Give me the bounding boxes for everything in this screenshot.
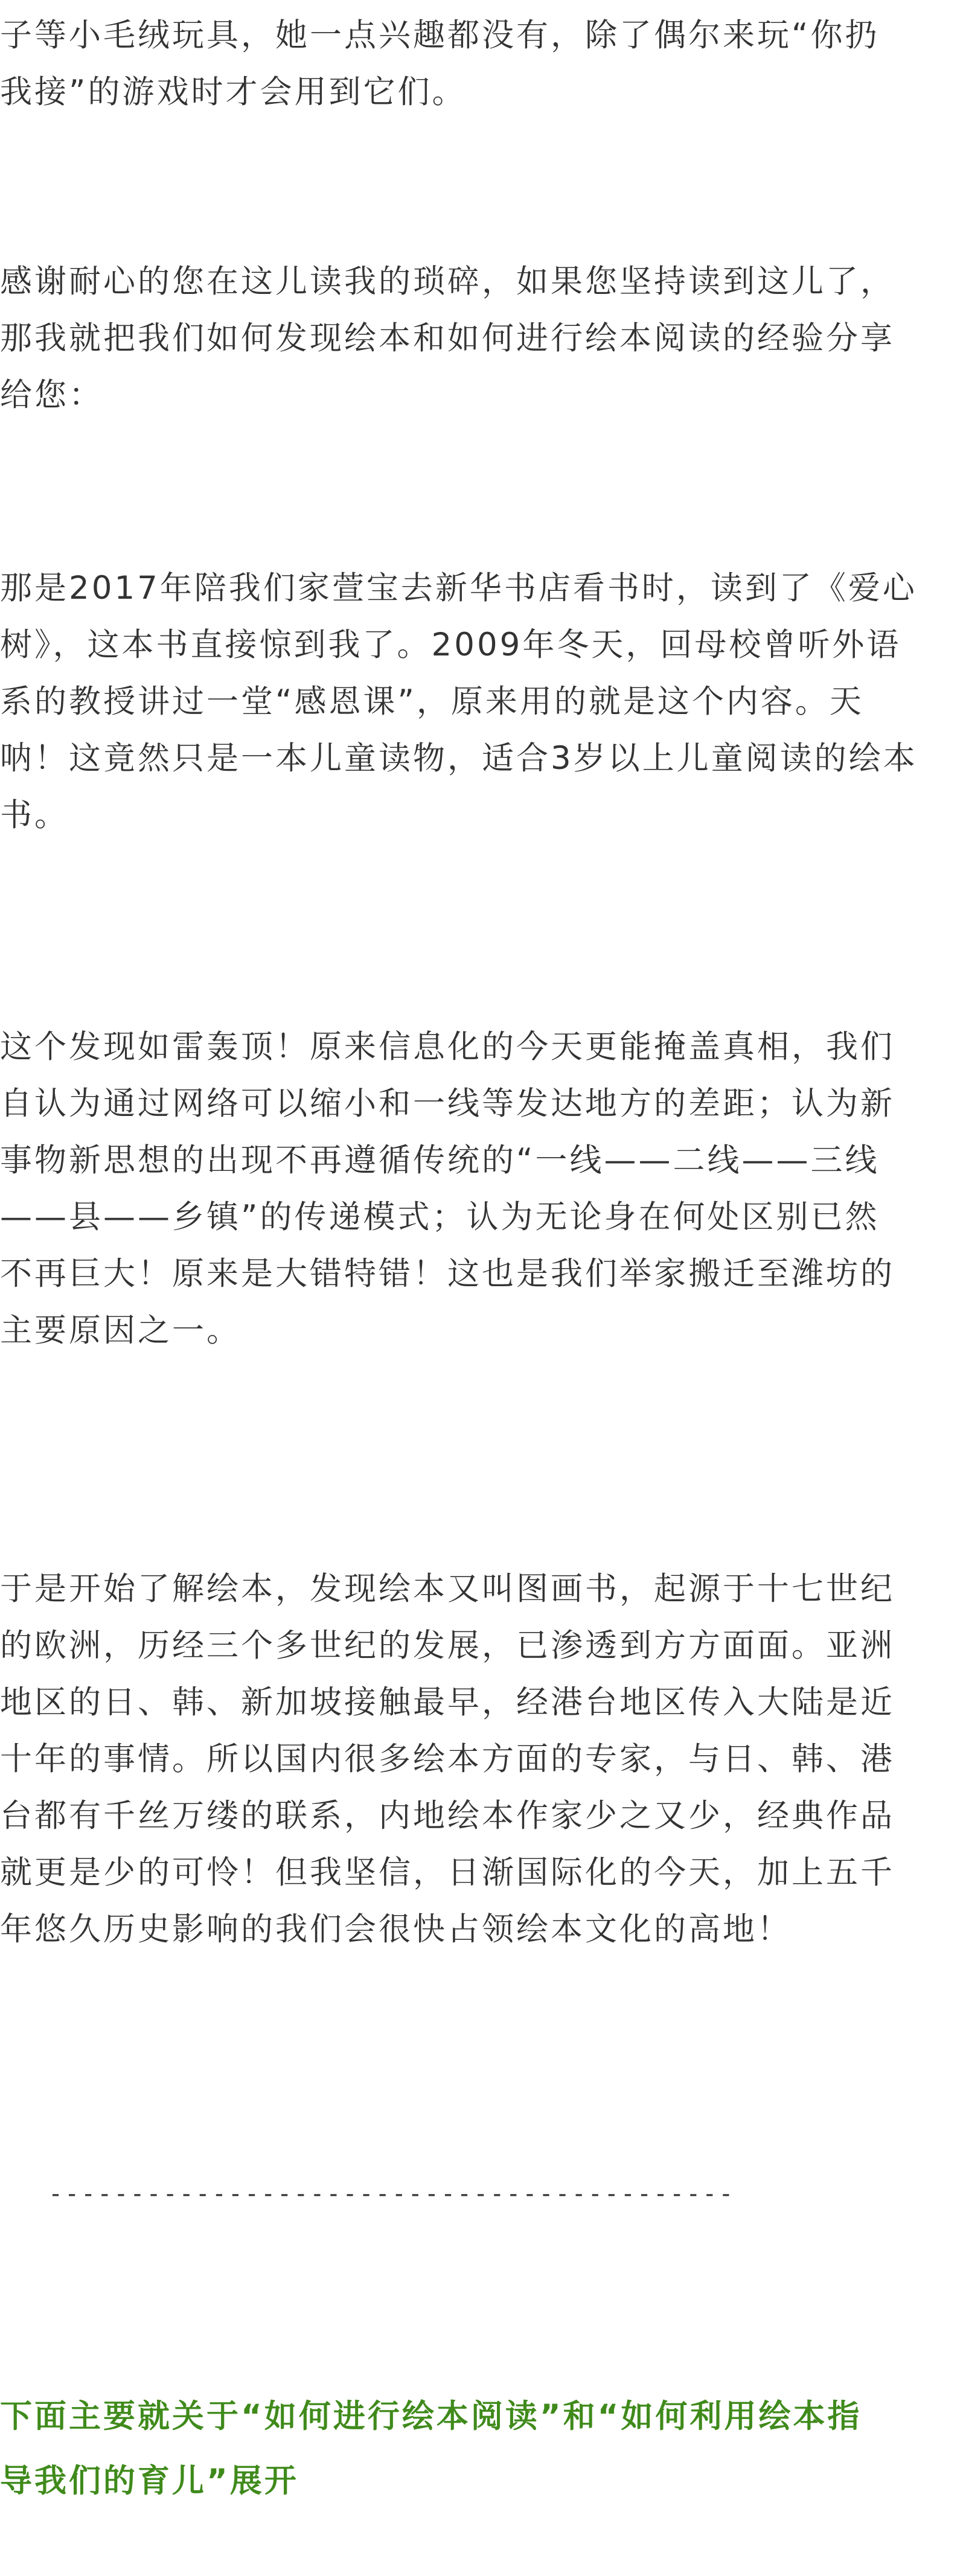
paragraph-line: 子等小毛绒玩具，她一点兴趣都没有，除了偶尔来玩“你扔 [0,17,880,54]
paragraph-line: 这个发现如雷轰顶！原来信息化的今天更能掩盖真相，我们 [0,1028,895,1065]
paragraph-line: 我接”的游戏时才会用到它们。 [0,74,467,110]
paragraph-line: 于是开始了解绘本，发现绘本又叫图画书，起源于十七世纪 [0,1570,895,1607]
highlight-line: 导我们的育儿”展开 [0,2463,299,2499]
paragraph-reflection [0,1019,966,1359]
paragraph-discovery [0,560,966,844]
paragraph-line: 感谢耐心的您在这儿读我的琐碎，如果您坚持读到这儿了， [0,263,895,300]
paragraph-line: 十年的事情。所以国内很多绘本方面的专家，与日、韩、港 [0,1741,895,1777]
paragraph-picture-books [0,1561,966,1958]
paragraph-line: 台都有千丝万缕的联系，内地绘本作家少之又少，经典作品 [0,1797,895,1834]
paragraph-line: 主要原因之一。 [0,1312,241,1349]
paragraph-thanks [0,253,966,424]
paragraph-line: 那是2017年陪我们家萱宝去新华书店看书时，读到了《爱心 [0,570,917,607]
paragraph-line: 树》，这本书直接惊到我了。2009年冬天，回母校曾听外语 [0,626,901,663]
highlight-heading [0,2384,966,2513]
paragraph-toys [0,7,966,121]
paragraph-line: 事物新思想的出现不再遵循传统的“一线——二线——三线 [0,1142,880,1179]
paragraph-line: 系的教授讲过一堂“感恩课”，原来用的就是这个内容。天 [0,683,864,720]
paragraph-line: 呐！这竟然只是一本儿童读物，适合3岁以上儿童阅读的绘本 [0,740,918,777]
paragraph-line: 书。 [0,797,69,834]
paragraph-line: 年悠久历史影响的我们会很快占领绘本文化的高地！ [0,1911,792,1948]
paragraph-line: ——县——乡镇”的传递模式；认为无论身在何处区别已然 [0,1199,880,1235]
paragraph-line: 给您： [0,377,103,413]
paragraph-line: 地区的日、韩、新加坡接触最早，经港台地区传入大陆是近 [0,1684,895,1721]
section-divider: ------------------------------------------ [48,2180,735,2208]
paragraph-line: 的欧洲，历经三个多世纪的发展，已渗透到方方面面。亚洲 [0,1627,895,1664]
paragraph-line: 自认为通过网络可以缩小和一线等发达地方的差距；认为新 [0,1085,895,1122]
paragraph-line: 不再巨大！原来是大错特错！这也是我们举家搬迁至潍坊的 [0,1255,895,1292]
paragraph-line: 就更是少的可怜！但我坚信，日渐国际化的今天，加上五千 [0,1854,895,1891]
paragraph-line: 那我就把我们如何发现绘本和如何进行绘本阅读的经验分享 [0,320,895,357]
highlight-line: 下面主要就关于“如何进行绘本阅读”和“如何利用绘本指 [0,2398,862,2435]
